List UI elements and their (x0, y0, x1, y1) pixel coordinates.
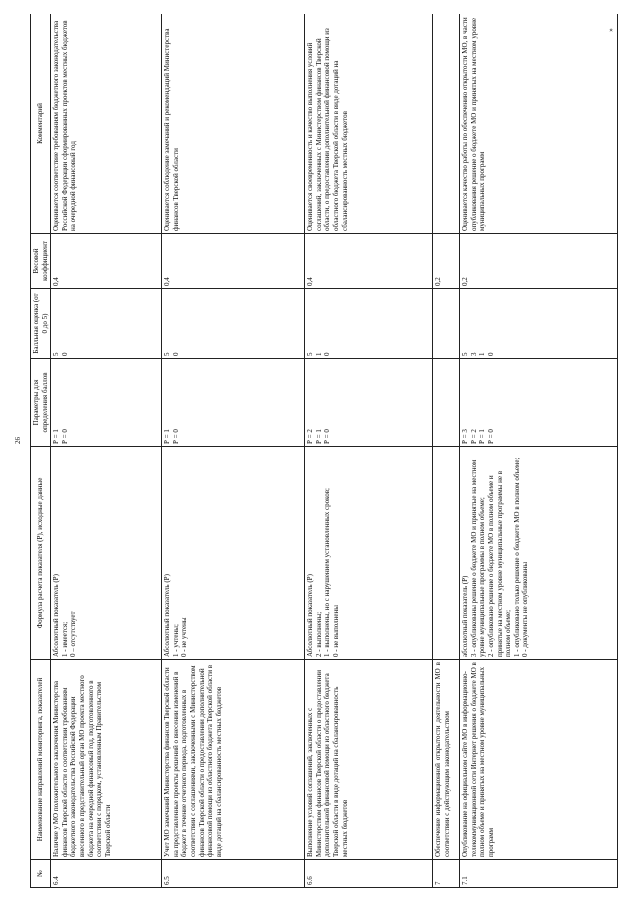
header-comment: Комментарий (31, 14, 51, 234)
row-params: Р = 1 Р = 0 (162, 359, 305, 447)
row-score: 5 0 (51, 289, 162, 359)
monitoring-table (30, 14, 618, 888)
header-formula: Формула расчета показателя (Р), исходные данные (31, 447, 51, 660)
corner-mark: » (606, 28, 615, 32)
rotated-page (30, 14, 640, 888)
table-row-6-4 (51, 14, 162, 888)
row-params: Р = 3 Р = 2 Р = 1 Р = 0 (460, 359, 618, 447)
row-comment-empty (433, 14, 460, 234)
table-row-7-1 (460, 14, 618, 888)
row-weight: 0,4 (162, 234, 305, 289)
row-weight: 0,4 (51, 234, 162, 289)
row-comment: Оценивается соответствие требованиям бюджетного законодательства Российской Федерации сформированных проектов местных бюджетов на очередной финансовый год (51, 14, 162, 234)
row-formula: абсолютный показатель (Р) 3 - опубликованы решение о бюджете МО и принятые на местном уровне муниципальные программы в полном объеме; 2 - опубликовано решение о бюджете МО в полном объеме и принятые на местном уровне муниципальные программы не в полном объеме; 1 - опубликовано только решение о бюджете МО в полном объеме; 0 - документы не опубликованы (460, 447, 618, 660)
row-score: 5 1 0 (305, 289, 433, 359)
row-formula: Абсолютный показатель (Р) 2 - выполнены; 1 - выполнены, но с нарушением установленных сроков; 0 - не выполнены (305, 447, 433, 660)
table-header-row (31, 14, 51, 888)
row-params-empty (433, 359, 460, 447)
header-score: Балльная оценка (от 0 до 5) (31, 289, 51, 359)
table-row-section-7 (433, 14, 460, 888)
row-name: Учет МО замечаний Министерства финансов Тверской области на представленные проекты решений о внесении изменений в бюджет в течение отчетного периода, подготовленных в соответствии с соглашениями, заключенными с Министерством финансов Тверской области о предоставлении дополнительной финансовой помощи из областного бюджета Тверской области в виде дотаций на сбалансированность местных бюджетов (162, 660, 305, 860)
row-formula: Абсолютный показатель (Р) 1 - имеется; 0 – отсутствует (51, 447, 162, 660)
row-weight: 0,2 (433, 234, 460, 289)
header-num: № (31, 860, 51, 888)
row-name: Выполнение условий соглашений, заключенных с Министерством финансов Тверской области о предоставлении дополнительной финансовой помощи из областного бюджета Тверской области в виде дотаций на сбалансированность местных бюджетов (305, 660, 433, 860)
row-score-empty (433, 289, 460, 359)
header-name: Наименование направлений мониторинга, показателей (31, 660, 51, 860)
page-number: 26 (14, 437, 22, 444)
row-weight: 0,2 (460, 234, 618, 289)
row-num: 6.6 (305, 860, 433, 888)
row-comment: Оценивается соблюдение замечаний и рекомендаций Министерства финансов Тверской области (162, 14, 305, 234)
header-weight: Весовой коэффициент (31, 234, 51, 289)
row-params: Р = 2 Р = 1 Р = 0 (305, 359, 433, 447)
row-num: 7.1 (460, 860, 618, 888)
row-name: Обеспечение информационной открытости деятельности МО в соответствии с действующим законодательством (433, 660, 460, 860)
row-formula: Абсолютный показатель (Р) 1 - учтены; 0 - не учтены (162, 447, 305, 660)
table-row-6-6 (305, 14, 433, 888)
monitoring-table-wrapper (30, 14, 602, 888)
row-comment: Оценивается своевременность и качество выполнения условий соглашений, заключенных с Министерством финансов Тверской области, о предоставлении дополнительной финансовой помощи из областного бюджета Тверской области в виде дотаций на сбалансированность местных бюджетов (305, 14, 433, 234)
row-params: Р = 1 Р = 0 (51, 359, 162, 447)
row-name: Наличие у МО положительного заключения Министерства финансов Тверской области о соответствии требованиям бюджетного законодательства Российской Федерации внесенного в представительный орган МО проекта местного бюджета на очередной финансовый год, подготовленного в соответствии с порядком, установленным Правительством Тверской области (51, 660, 162, 860)
row-num: 7 (433, 860, 460, 888)
row-name: Опубликование на официальном сайте МО в информационно-телекоммуникационной сети Интернет решения о бюджете МО в полном объеме и принятых на местном уровне муниципальных программ (460, 660, 618, 860)
row-num: 6.5 (162, 860, 305, 888)
row-score: 5 3 1 0 (460, 289, 618, 359)
row-num: 6.4 (51, 860, 162, 888)
row-comment: Оценивается качество работы по обеспечению открытости МО, в части опубликования решение о бюджете МО и принятых на местном уровне муниципальных программ (460, 14, 618, 234)
row-score: 5 0 (162, 289, 305, 359)
table-row-6-5 (162, 14, 305, 888)
row-formula-empty (433, 447, 460, 660)
header-params: Параметры для определения баллов (31, 359, 51, 447)
row-weight: 0,4 (305, 234, 433, 289)
